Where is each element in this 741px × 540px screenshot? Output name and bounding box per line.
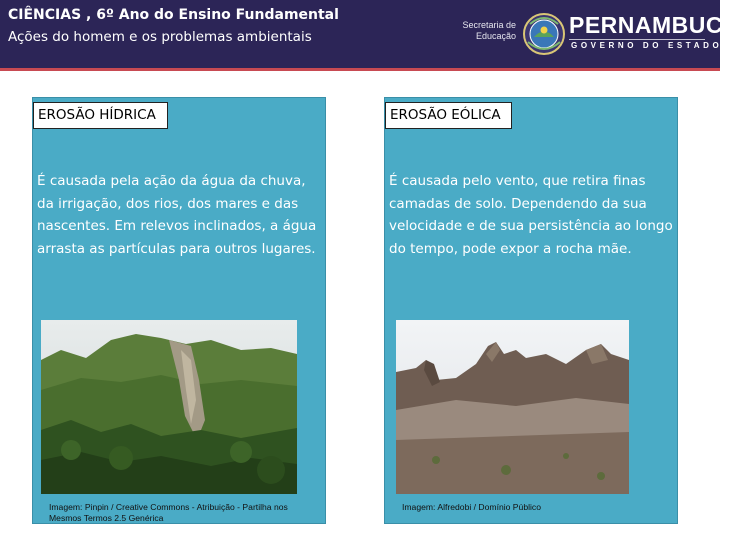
heading-wind-erosion: EROSÃO EÓLICA — [385, 102, 512, 129]
header-bar — [0, 0, 741, 68]
wind-eroded-rock-formation-photo — [396, 320, 629, 494]
description-wind-erosion: É causada pelo vento, que retira finas camadas de solo. Dependendo da sua velocidade e de sua persistência ao longo do tempo, pode expor a rocha mãe. — [389, 173, 673, 257]
brand-name: PERNAMBUCO — [569, 12, 741, 38]
hillside-landslide-photo — [41, 320, 297, 494]
state-seal-icon — [522, 12, 566, 56]
brand-divider — [569, 39, 705, 40]
page-subtitle: Ações do homem e os problemas ambientais — [8, 29, 312, 45]
brand-subtitle: GOVERNO DO ESTADO — [571, 41, 723, 50]
page-title: CIÊNCIAS , 6º Ano do Ensino Fundamental — [8, 7, 339, 23]
description-water-erosion: É causada pela ação da água da chuva, da irrigação, dos rios, dos mares e das nascentes. Em relevos inclinados, a água arrasta as partículas para outros lugares. — [37, 173, 317, 257]
heading-water-erosion: EROSÃO HÍDRICA — [33, 102, 168, 129]
image-credit-wind: Imagem: Alfredobi / Domínio Público — [402, 502, 541, 512]
secretaria-label: Secretaria de Educação — [462, 20, 516, 41]
image-credit-water: Imagem: Pinpin / Creative Commons - Atribuição - Partilha nos Mesmos Termos 2.5 Genérica — [49, 502, 288, 523]
header-stripe — [0, 68, 720, 71]
